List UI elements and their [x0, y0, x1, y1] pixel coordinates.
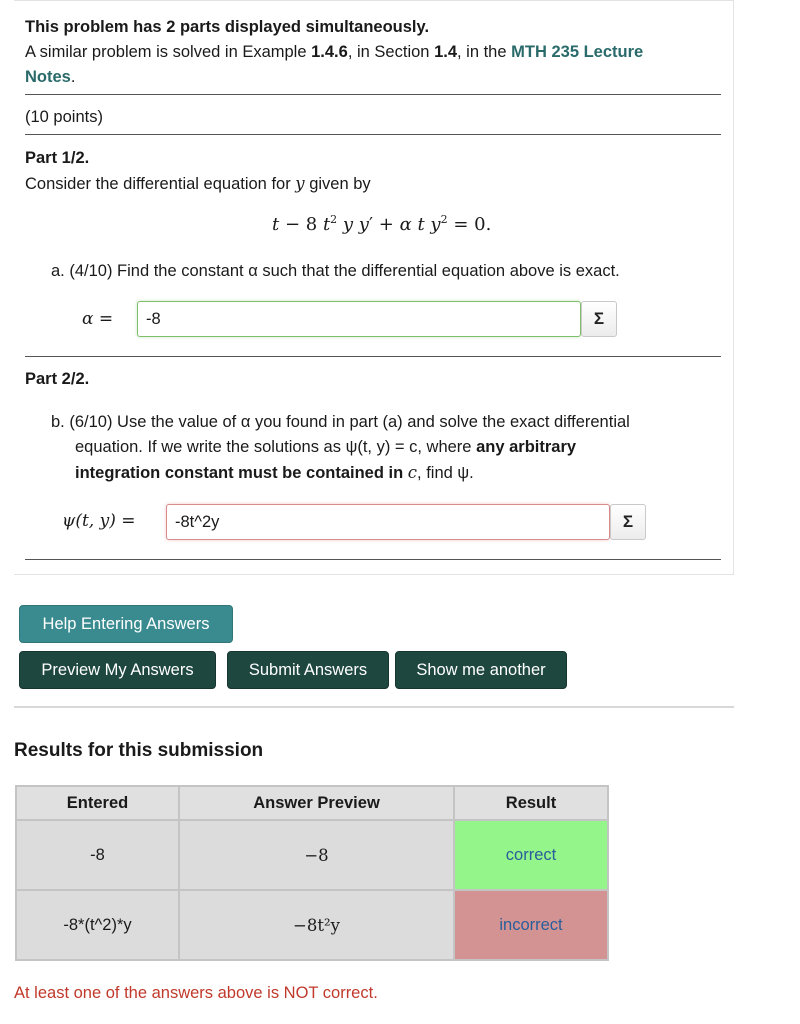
part2-question-line3: integration constant must be contained in c, find ψ.: [75, 463, 474, 482]
lecture-notes-link-a[interactable]: MTH 235 Lecture: [511, 43, 644, 61]
divider: [14, 706, 734, 708]
results-title: Results for this submission: [14, 740, 264, 761]
help-entering-answers-button[interactable]: Help Entering Answers: [19, 605, 233, 643]
entered-cell: -8*(t^2)*y: [16, 890, 179, 960]
psi-label: ψ(t, y) =: [62, 511, 136, 531]
table-row: [16, 890, 608, 960]
divider: [25, 94, 721, 95]
intro-mid-2: , in the: [457, 43, 507, 61]
alpha-label: α =: [82, 309, 114, 329]
column-header-entered: Entered: [16, 786, 179, 820]
part2-title: Part 2/2.: [25, 370, 90, 388]
preview-cell: −8t²y: [179, 890, 454, 960]
sigma-icon[interactable]: Σ: [610, 504, 646, 540]
intro-prefix: A similar problem is solved in Example: [25, 43, 307, 61]
section-number: 1.4: [434, 43, 457, 61]
column-header-result: Result: [454, 786, 608, 820]
intro-mid-1: , in Section: [347, 43, 430, 61]
problem-panel: [14, 0, 734, 575]
show-me-another-button[interactable]: Show me another: [395, 651, 567, 689]
part1-question: a. (4/10) Find the constant α such that the differential equation above is exact.: [51, 262, 620, 280]
lecture-notes-link-b[interactable]: Notes: [25, 68, 71, 86]
part2-question-line2: equation. If we write the solutions as ψ(t, y) = c, where any arbitrary: [75, 438, 577, 456]
warning-message: At least one of the answers above is NOT correct.: [14, 984, 378, 1002]
preview-cell: −8: [179, 820, 454, 890]
result-cell: incorrect: [454, 890, 608, 960]
differential-equation: t − 8 $t^2$ y y′ + α t $y^2 = 0$.: [272, 213, 492, 235]
column-header-preview: Answer Preview: [179, 786, 454, 820]
problem-header: This problem has 2 parts displayed simultaneously. A similar problem is solved in Example 1.4.6, in Section 1.4, in the MTH 235 Lecture Notes.: [25, 18, 644, 86]
submit-answers-button[interactable]: Submit Answers: [227, 651, 389, 689]
example-number: 1.4.6: [311, 43, 348, 61]
entered-cell: -8: [16, 820, 179, 890]
divider: [25, 134, 721, 135]
preview-answers-button[interactable]: Preview My Answers: [19, 651, 216, 689]
results-table: [15, 785, 609, 961]
psi-answer-input[interactable]: -8t^2y: [166, 504, 610, 540]
part1-intro: Consider the differential equation for y given by: [25, 174, 371, 193]
points-label: (10 points): [25, 108, 103, 126]
alpha-answer-input[interactable]: -8: [137, 301, 581, 337]
result-cell: correct: [454, 820, 608, 890]
part2-question-line1: b. (6/10) Use the value of α you found in part (a) and solve the exact differential: [51, 413, 630, 431]
part1-title: Part 1/2.: [25, 149, 90, 167]
divider: [25, 559, 721, 560]
table-row: [16, 820, 608, 890]
sigma-icon[interactable]: Σ: [581, 301, 617, 337]
divider: [25, 356, 721, 357]
problem-title: This problem has 2 parts displayed simultaneously.: [25, 18, 430, 36]
